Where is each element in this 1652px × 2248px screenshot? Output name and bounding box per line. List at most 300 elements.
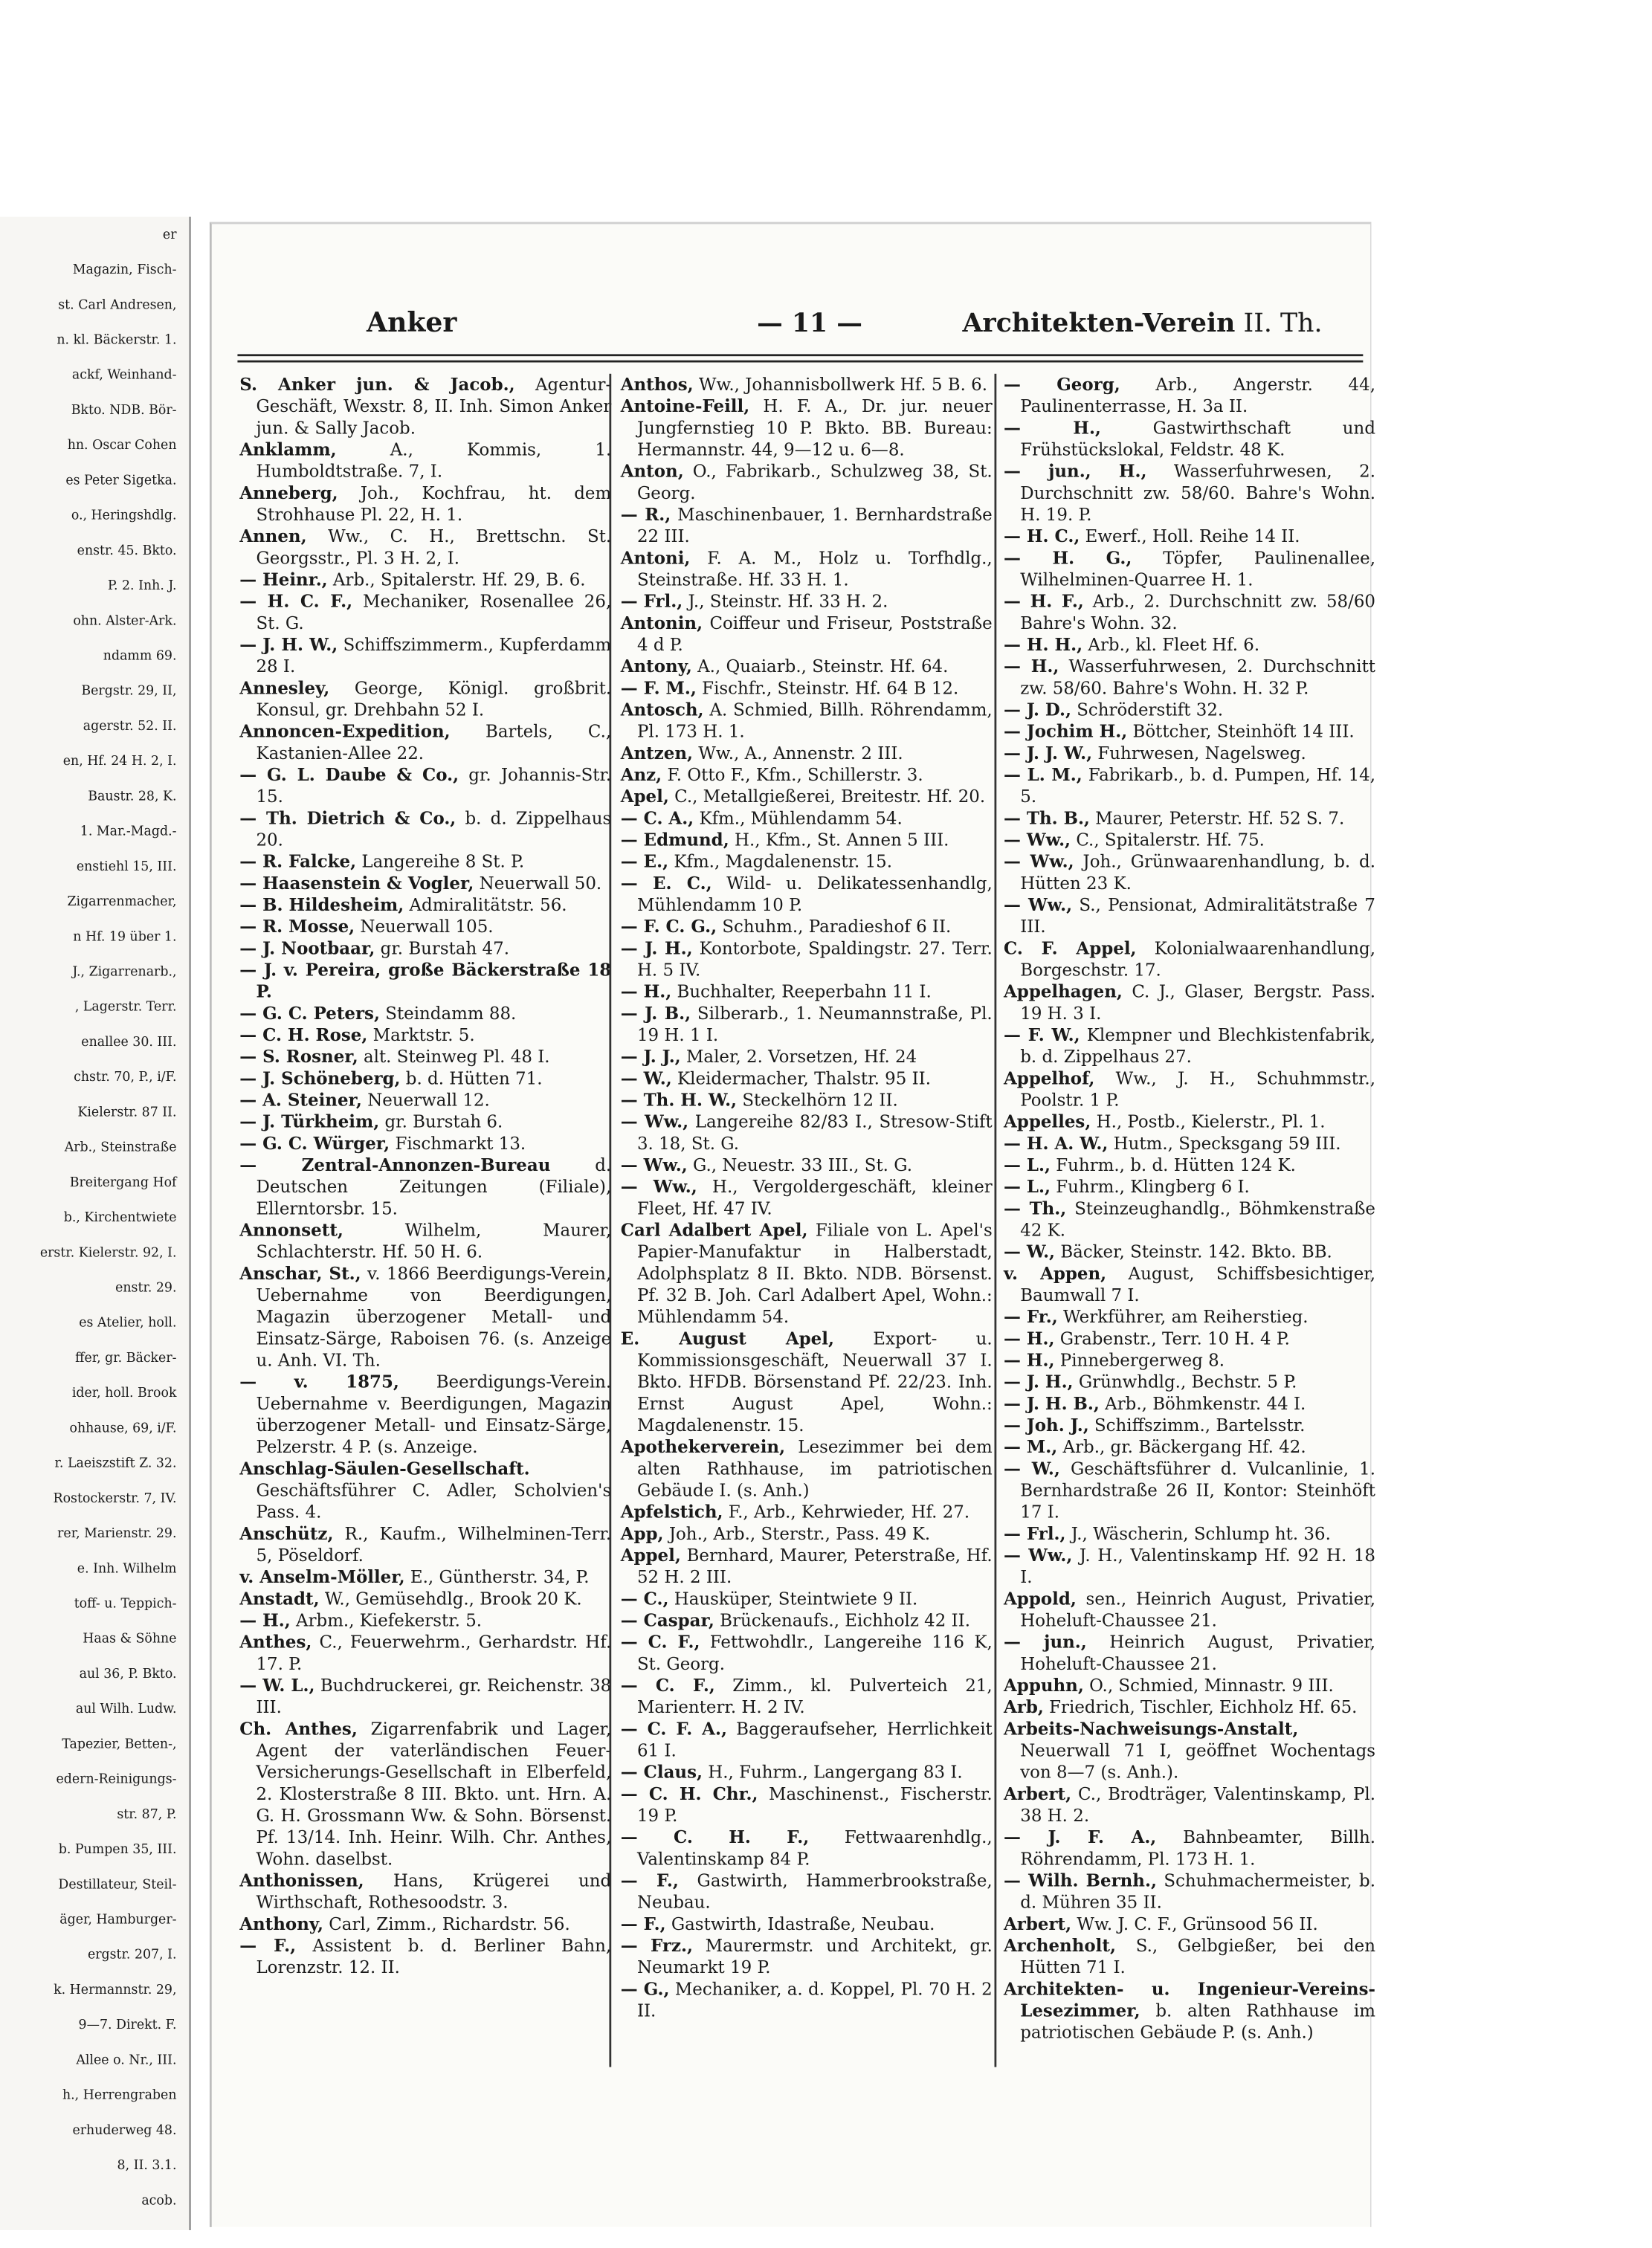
directory-entry <box>621 1609 993 1631</box>
directory-entry <box>239 764 611 807</box>
left-page-line: h., Herrengraben <box>62 2086 177 2102</box>
directory-entry <box>239 1003 611 1024</box>
left-page-line: 9—7. Direkt. F. <box>78 2016 177 2032</box>
left-page-line: str. 87, P. <box>117 1806 177 1822</box>
entry-headword: — J. H. B., <box>1004 1394 1100 1414</box>
entry-text: Fettwaarenhdlg., Valentinskamp 84 P. <box>636 1827 993 1869</box>
entry-text: Langereihe 82/83 I., Stresow-Stift 3. 18, St. G. <box>636 1111 993 1154</box>
entry-headword: — G., <box>620 1979 670 1999</box>
entry-headword: — J. H., <box>1004 1372 1074 1392</box>
left-page-line: edern-Reinigungs- <box>56 1770 177 1786</box>
directory-entry <box>621 1913 993 1935</box>
directory-entry <box>621 1718 993 1761</box>
left-page-fragment <box>0 217 191 2230</box>
entry-headword: — Ww., <box>1004 851 1074 872</box>
header-right-word: Architekten-Verein <box>962 307 1236 338</box>
entry-text: George, Königl. großbrit. Konsul, gr. Drehbahn 52 I. <box>256 678 612 720</box>
entry-headword: App, <box>620 1524 664 1544</box>
left-page-line: äger, Hamburger- <box>59 1911 177 1927</box>
directory-entry <box>239 916 611 937</box>
entry-text: gr. Burstah 47. <box>375 938 510 958</box>
entry-text: sen., Heinrich August, Privatier, Hoheluft-Chaussee 21. <box>1020 1589 1376 1631</box>
entry-headword: — Frl., <box>1004 1524 1066 1544</box>
entry-headword: — Heinr., <box>239 569 328 590</box>
entry-text: H., Postb., Kielerstr., Pl. 1. <box>1091 1111 1326 1132</box>
entry-text: Wasserfuhrwesen, 2. Durchschnitt zw. 58/60. Bahre's Wohn. H. 32 P. <box>1020 656 1376 698</box>
entry-text: Hutm., Specksgang 59 III. <box>1108 1134 1341 1154</box>
directory-entry <box>239 1458 611 1523</box>
entry-headword: v. Anselm-Möller, <box>239 1567 405 1587</box>
entry-text: Töpfer, Paulinenallee, Wilhelminen-Quarree H. 1. <box>1020 548 1376 590</box>
left-page-line: enstiehl 15, III. <box>76 858 177 874</box>
directory-entry <box>239 1609 611 1631</box>
entry-text: Kleidermacher, Thalstr. 95 II. <box>671 1068 931 1088</box>
entry-text: Brückenaufs., Eichholz 42 II. <box>714 1610 971 1631</box>
entry-text: Schuhmachermeister, b. d. Mühren 35 II. <box>1020 1870 1376 1913</box>
directory-entry <box>1004 1783 1375 1826</box>
left-page-line: , Lagerstr. Terr. <box>74 998 177 1014</box>
directory-entry <box>621 1176 993 1219</box>
left-page-line: Breitergang Hof <box>69 1174 177 1190</box>
entry-headword: — H., <box>1004 656 1059 676</box>
entry-headword: — B. Hildesheim, <box>239 895 404 915</box>
entry-headword: — H. F., <box>1004 591 1084 612</box>
left-page-line: r. Laeiszstift Z. 32. <box>54 1454 177 1470</box>
entry-headword: — W., <box>1004 1241 1056 1262</box>
directory-entry <box>239 590 611 633</box>
directory-entry <box>239 1219 611 1262</box>
entry-text: Fabrikarb., b. d. Pumpen, Hf. 14, 5. <box>1020 765 1376 807</box>
entry-headword: Apel, <box>620 787 669 807</box>
directory-entry <box>621 590 993 612</box>
directory-entry <box>1004 1545 1375 1588</box>
entry-headword: Antony, <box>620 656 692 676</box>
entry-text: J. H., Valentinskamp Hf. 92 H. 18 I. <box>1020 1546 1376 1587</box>
entry-text: Fettwohdlr., Langereihe 116 K, St. Georg. <box>636 1632 993 1674</box>
entry-headword: — S. Rosner, <box>239 1047 358 1067</box>
left-page-line: chstr. 70, P., i/F. <box>74 1068 177 1085</box>
directory-entry <box>1004 1024 1375 1068</box>
left-page-line: n. kl. Bäckerstr. 1. <box>57 331 177 347</box>
entry-headword: — E. C., <box>620 873 712 894</box>
directory-entry <box>1004 764 1375 807</box>
left-page-line: Baustr. 28, K. <box>88 787 177 804</box>
directory-entry <box>239 1046 611 1068</box>
entry-headword: Ch. Anthes, <box>239 1719 358 1739</box>
directory-entry <box>1004 720 1375 742</box>
entry-headword: Anschütz, <box>239 1524 334 1544</box>
directory-entry <box>1004 656 1375 699</box>
left-page-line: es Peter Sigetka. <box>65 471 177 488</box>
directory-entry <box>239 1111 611 1132</box>
left-page-line: ffer, gr. Bäcker- <box>75 1349 177 1366</box>
left-page-line: ackf, Weinhand- <box>71 366 177 382</box>
directory-entry <box>239 1631 611 1674</box>
directory-entry <box>239 1089 611 1111</box>
entry-headword: — J. v. Pereira, große Bäckerstraße 18 P. <box>239 960 612 1002</box>
directory-entry <box>621 829 993 850</box>
header-right-catchword <box>962 308 1322 337</box>
entry-text: Filiale von L. Apel's Papier-Manufaktur in Halberstadt, Adolphsplatz 8 II. Bkto. NDB. Börsenst. Pf. 32 B. Joh. Carl Adalbert Apel, Wohn.: Mühlendamm 54. <box>636 1220 993 1327</box>
entry-headword: Appelhagen, <box>1004 981 1123 1002</box>
entry-headword: — L. M., <box>1004 765 1082 785</box>
entry-headword: Antzen, <box>620 743 693 763</box>
directory-entry <box>1004 807 1375 829</box>
entry-text: Coiffeur und Friseur, Poststraße 4 d P. <box>636 613 993 655</box>
entry-headword: Anz, <box>620 765 662 785</box>
directory-entry <box>1004 547 1375 590</box>
directory-entry <box>239 1935 611 1978</box>
left-page-line: n Hf. 19 über 1. <box>73 928 177 944</box>
entry-text: Hans, Krügerei und Wirthschaft, Rothesoodstr. 3. <box>256 1870 612 1913</box>
left-page-line: k. Hermannstr. 29, <box>54 1981 177 1997</box>
entry-text: Joh., Kochfrau, ht. dem Strohhause Pl. 22, H. 1. <box>256 483 612 525</box>
entry-text: Neuerwall 71 I, geöffnet Wochentags von 8—7 (s. Anh.). <box>1020 1740 1376 1783</box>
entry-headword: v. Appen, <box>1004 1264 1107 1284</box>
entry-headword: — Ww., <box>1004 1546 1073 1566</box>
directory-entry <box>239 1566 611 1588</box>
left-page-line: Tapezier, Betten-, <box>62 1735 177 1751</box>
entry-headword: — Th., <box>1004 1198 1067 1218</box>
entry-headword: Apothekerverein, <box>620 1437 786 1457</box>
entry-headword: Anthony, <box>239 1914 323 1934</box>
header-left-catchword: Anker <box>367 307 457 339</box>
entry-text: Friedrich, Tischler, Eichholz Hf. 65. <box>1043 1697 1358 1717</box>
left-page-line: er <box>162 226 177 242</box>
directory-entry <box>1004 1349 1375 1371</box>
entry-headword: Annonsett, <box>239 1220 343 1241</box>
directory-entry <box>1004 743 1375 764</box>
entry-text: Neuerwall 105. <box>355 917 494 937</box>
entry-text: Hausküper, Steintwiete 9 II. <box>668 1589 918 1609</box>
directory-entry <box>621 916 993 937</box>
entry-headword: — H. A. W., <box>1004 1134 1109 1154</box>
directory-entry <box>621 547 993 590</box>
entry-headword: — Ww., <box>1004 895 1073 915</box>
entry-text: Ww., Johannisbollwerk Hf. 5 B. 6. <box>693 375 988 395</box>
entry-text: Beerdigungs-Verein. Uebernahme v. Beerdigungen, Magazin überzogener Metall- und Einsatz-Särge, Pelzerstr. 4 P. (s. Anzeige. <box>256 1372 612 1457</box>
entry-text: Steindamm 88. <box>379 1004 517 1024</box>
left-page-line: b. Pumpen 35, III. <box>58 1841 177 1857</box>
entry-text: O., Fabrikarb., Schulzweg 38, St. Georg. <box>636 461 993 503</box>
entry-text: H., Kfm., St. Annen 5 III. <box>729 830 949 850</box>
entry-text: Agentur-Geschäft, Wexstr. 8, II. Inh. Simon Anker jun. & Sally Jacob. <box>256 375 612 438</box>
entry-headword: Apfelstich, <box>620 1502 723 1522</box>
entry-headword: — C. A., <box>620 808 694 828</box>
entry-headword: Anstadt, <box>239 1589 320 1609</box>
directory-entry <box>621 873 993 916</box>
directory-entry <box>1004 1523 1375 1545</box>
entry-text: Wild- u. Delikatessenhandlg, Mühlendamm 10 P. <box>636 873 993 915</box>
entry-text: Arb., Böhmkenstr. 44 I. <box>1099 1394 1306 1414</box>
entry-text: R., Kaufm., Wilhelminen-Terr. 5, Pöseldorf. <box>256 1524 612 1566</box>
entry-headword: — F. W., <box>1004 1025 1080 1045</box>
entry-text: Arb., Angerstr. 44, Paulinenterrasse, H. 3a II. <box>1020 375 1375 416</box>
entry-text: Ww., J. H., Schuhmmstr., Poolstr. 1 P. <box>1020 1068 1376 1111</box>
entry-headword: — C. H. F., <box>620 1827 810 1847</box>
entry-text: Assistent b. d. Berliner Bahn, Lorenzstr. 12. II. <box>256 1936 612 1977</box>
directory-entry <box>1004 1458 1375 1523</box>
entry-headword: — jun., <box>1004 1632 1087 1653</box>
entry-text: d. Deutschen Zeitungen (Filiale), Ellerntorsbr. 15. <box>256 1155 612 1218</box>
directory-entry <box>239 1263 611 1372</box>
directory-entry <box>1004 981 1375 1024</box>
entry-headword: — Frl., <box>620 591 683 612</box>
entry-text: J., Steinstr. Hf. 33 H. 2. <box>683 591 888 612</box>
directory-entry <box>621 677 993 699</box>
directory-entry <box>1004 829 1375 850</box>
directory-entry <box>621 1545 993 1588</box>
entry-text: Fuhrwesen, Nagelsweg. <box>1092 743 1306 763</box>
directory-entry <box>239 482 611 526</box>
left-page-line: Kielerstr. 87 II. <box>77 1103 177 1120</box>
left-page-line: Arb., Steinstraße <box>64 1138 177 1154</box>
entry-headword: Antoine-Feill, <box>620 396 750 416</box>
directory-entry <box>621 786 993 807</box>
entry-headword: — F., <box>239 1936 297 1956</box>
directory-entry <box>621 1046 993 1068</box>
directory-entry <box>239 894 611 916</box>
entry-headword: — J. H. W., <box>239 635 338 655</box>
entry-headword: — H. H., <box>1004 635 1083 655</box>
left-page-line: Bergstr. 29, II, <box>81 682 177 698</box>
directory-entry <box>1004 937 1375 981</box>
entry-headword: — E., <box>620 851 669 872</box>
entry-text: Werkführer, am Reiherstieg. <box>1057 1307 1309 1327</box>
directory-entry <box>1004 1675 1375 1696</box>
directory-entry <box>239 1588 611 1609</box>
entry-text: Schiffszimmerm., Kupferdamm 28 I. <box>256 635 612 676</box>
entry-text: Langereihe 8 St. P. <box>356 851 525 872</box>
entry-headword: — Caspar, <box>620 1610 714 1631</box>
directory-entry <box>621 1068 993 1089</box>
entry-headword: — Joh. J., <box>1004 1415 1089 1435</box>
entry-text: S., Pensionat, Admiralitätstraße 7 III. <box>1020 895 1376 937</box>
directory-entry <box>1004 1436 1375 1458</box>
directory-entry <box>239 1718 611 1870</box>
directory-entry <box>239 1675 611 1718</box>
entry-text: Ww. J. C. F., Grünsood 56 II. <box>1071 1914 1318 1934</box>
directory-entry <box>1004 1631 1375 1674</box>
entry-headword: — F. M., <box>620 678 697 698</box>
directory-entry <box>239 1913 611 1935</box>
directory-entry <box>621 743 993 764</box>
entry-headword: Appelles, <box>1004 1111 1091 1132</box>
book-gutter <box>191 207 212 2230</box>
entry-headword: Antonin, <box>620 613 703 633</box>
entry-headword: — v. 1875, <box>239 1372 399 1392</box>
entry-headword: — Zentral-Annonzen-Bureau <box>239 1155 551 1175</box>
entry-text: Baggeraufseher, Herrlichkeit 61 I. <box>636 1719 993 1761</box>
directory-entry <box>239 873 611 894</box>
entry-headword: — H., <box>1004 1328 1055 1349</box>
directory-entry <box>1004 1371 1375 1392</box>
entry-text: H. F. A., Dr. jur. neuer Jungfernstieg 10 P. Bkto. BB. Bureau: Hermannstr. 44, 9—12 u. 6—8. <box>636 396 993 460</box>
entry-text: Wilhelm, Maurer, Schlachterstr. Hf. 50 H. 6. <box>256 1220 612 1262</box>
directory-entry <box>239 850 611 872</box>
entry-headword: — R. Mosse, <box>239 917 355 937</box>
directory-entry <box>621 981 993 1002</box>
entry-text: Kfm., Magdalenenstr. 15. <box>668 851 893 872</box>
left-page-line: Rostockerstr. 7, IV. <box>53 1490 177 1506</box>
entry-text: Maler, 2. Vorsetzen, Hf. 24 <box>680 1047 917 1067</box>
entry-headword: — C. F., <box>620 1676 715 1696</box>
left-page-line: Magazin, Fisch- <box>72 261 177 277</box>
directory-entry <box>239 374 611 439</box>
entry-headword: — F. C. G., <box>620 917 717 937</box>
entry-text: Marktstr. 5. <box>367 1025 475 1045</box>
entry-headword: — J. F. A., <box>1004 1827 1157 1847</box>
entry-headword: — J. H., <box>620 938 693 958</box>
entry-text: Fuhrm., Klingberg 6 I. <box>1050 1177 1250 1197</box>
directory-entry <box>621 1154 993 1176</box>
entry-headword: — H., <box>620 981 672 1002</box>
entry-headword: — R. Falcke, <box>239 851 357 872</box>
directory-entry <box>239 677 611 720</box>
left-page-line: erstr. Kielerstr. 92, I. <box>39 1244 177 1260</box>
entry-text: Fischmarkt 13. <box>390 1134 526 1154</box>
left-page-line: b., Kirchentwiete <box>63 1209 177 1225</box>
directory-entry <box>1004 1718 1375 1783</box>
column-3 <box>1004 374 1375 2067</box>
directory-entry <box>1004 1133 1375 1154</box>
entry-text: Steckelhörn 12 II. <box>737 1090 898 1111</box>
left-page-line: rer, Marienstr. 29. <box>57 1525 177 1541</box>
left-page-line: erhuderweg 48. <box>72 2122 177 2138</box>
entry-headword: — H., <box>239 1610 291 1631</box>
directory-entry <box>1004 1913 1375 1935</box>
entry-headword: Annoncen-Expedition, <box>239 721 451 742</box>
entry-headword: — Fr., <box>1004 1307 1058 1327</box>
entry-headword: — Georg, <box>1004 375 1120 395</box>
entry-headword: — J. J., <box>620 1047 681 1067</box>
entry-text: Carl, Zimm., Richardstr. 56. <box>323 1914 570 1934</box>
left-page-line: aul 36, P. Bkto. <box>79 1665 177 1682</box>
entry-text: Mechaniker, Rosenallee 26, St. G. <box>256 591 612 633</box>
entry-headword: — H. C., <box>1004 526 1080 546</box>
directory-entry <box>1004 1068 1375 1111</box>
entry-text: b. d. Hütten 71. <box>400 1068 543 1088</box>
entry-headword: Anklamm, <box>239 439 337 460</box>
entry-headword: — Th. Dietrich & Co., <box>239 808 456 828</box>
entry-text: S., Gelbgießer, bei den Hütten 71 I. <box>1020 1936 1376 1977</box>
entry-headword: — C. F. A., <box>620 1719 727 1739</box>
entry-headword: — Haasenstein & Vogler, <box>239 873 474 894</box>
entry-text: A., Kommis, 1. Humboldtstraße. 7, I. <box>256 439 612 482</box>
entry-headword: — W., <box>620 1068 672 1088</box>
entry-text: Arbm., Kiefekerstr. 5. <box>290 1610 483 1631</box>
left-page-line: agerstr. 52. II. <box>83 717 177 734</box>
entry-headword: — F., <box>620 1914 666 1934</box>
entry-headword: — A. Steiner, <box>239 1090 362 1111</box>
directory-entry <box>621 1631 993 1674</box>
entry-headword: — Ww., <box>620 1111 689 1132</box>
entry-text: alt. Steinweg Pl. 48 I. <box>358 1047 550 1067</box>
entry-headword: — C., <box>620 1589 669 1609</box>
left-page-line: Allee o. Nr., III. <box>76 2051 177 2067</box>
directory-entry <box>239 807 611 850</box>
directory-entry <box>239 959 611 1002</box>
entry-text: August, Schiffsbesichtiger, Baumwall 7 I. <box>1020 1264 1376 1305</box>
column-divider <box>609 374 611 2067</box>
entry-text: Klempner und Blechkistenfabrik, b. d. Zippelhaus 27. <box>1020 1025 1376 1067</box>
entry-headword: Anschlag-Säulen-Gesellschaft. <box>239 1459 530 1479</box>
entry-headword: Annen, <box>239 526 307 546</box>
directory-entry <box>239 720 611 763</box>
left-page-line: P. 2. Inh. J. <box>107 577 177 593</box>
entry-text: Ww., A., Annenstr. 2 III. <box>692 743 903 763</box>
directory-entry <box>621 1675 993 1718</box>
entry-text: Kolonialwaarenhandlung, Borgeschstr. 17. <box>1020 938 1376 981</box>
entry-text: Zigarrenfabrik und Lager, Agent der vaterländischen Feuer-Versicherungs-Gesellschaft in Elberfeld, 2. Klosterstraße 8 III. Bkto. unt. Hrn. A. G. H. Grossmann Ww. & Sohn. Börsenst. Pf. 13/14. Inh. Heinr. Wilh. Chr. Anthes, Wohn. daselbst. <box>256 1719 612 1869</box>
entry-headword: Anneberg, <box>239 483 338 503</box>
directory-entry <box>621 374 993 395</box>
directory-entry <box>239 1523 611 1566</box>
entry-headword: — C. H. Chr., <box>620 1784 758 1804</box>
left-page-line: 8, II. 3.1. <box>117 2157 177 2173</box>
entry-text: b. alten Rathhause im patriotischen Gebäude P. (s. Anh.) <box>1020 2000 1376 2043</box>
entry-headword: — R., <box>620 505 671 525</box>
directory-entry <box>621 1219 993 1328</box>
entry-text: Neuerwall 50. <box>474 873 602 894</box>
entry-text: J., Wäscherin, Schlump ht. 36. <box>1065 1524 1331 1544</box>
directory-entry <box>1004 1978 1375 2044</box>
left-page-line: Destillateur, Steil- <box>58 1876 177 1892</box>
directory-entry <box>621 1783 993 1826</box>
entry-text: Kontorbote, Spaldingstr. 27. Terr. H. 5 IV. <box>636 938 993 981</box>
directory-entry <box>239 1154 611 1220</box>
directory-entry <box>621 1436 993 1502</box>
entry-text: Bartels, C., Kastanien-Allee 22. <box>256 721 612 763</box>
directory-entry <box>1004 1154 1375 1176</box>
entry-headword: Anthes, <box>239 1632 312 1653</box>
entry-headword: — W. L., <box>239 1676 315 1696</box>
entry-text: C., Brodträger, Valentinskamp, Pl. 38 H. 2. <box>1020 1784 1376 1826</box>
page-number: — 11 — <box>757 307 863 338</box>
directory-entry <box>239 439 611 482</box>
entry-text: Silberarb., 1. Neumannstraße, Pl. 19 H. 1 I. <box>636 1004 993 1045</box>
entry-headword: — Ww., <box>620 1177 697 1197</box>
entry-text: Admiralitätstr. 56. <box>404 895 567 915</box>
column-1 <box>239 374 611 2067</box>
entry-headword: Appuhn, <box>1004 1676 1084 1696</box>
entry-text: Steinzeughandlg., Böhmkenstraße 42 K. <box>1020 1198 1376 1241</box>
entry-headword: S. Anker jun. & Jacob., <box>239 375 515 395</box>
directory-entry <box>1004 1935 1375 1978</box>
directory-entry <box>1004 1306 1375 1328</box>
entry-headword: Antoni, <box>620 548 691 568</box>
directory-entry <box>621 937 993 981</box>
column-2 <box>621 374 993 2067</box>
section-label: II. Th. <box>1243 307 1323 338</box>
entry-text: Heinrich August, Privatier, Hoheluft-Chaussee 21. <box>1020 1632 1376 1674</box>
directory-entry <box>1004 1241 1375 1262</box>
entry-text: Geschäftsführer d. Vulcanlinie, 1. Bernhardstraße 26 II, Kontor: Steinhöft 17 I. <box>1020 1459 1376 1522</box>
entry-text: Maschinenst., Fischerstr. 19 P. <box>636 1784 993 1826</box>
left-page-line: ohn. Alster-Ark. <box>73 612 177 628</box>
entry-text: Maurermstr. und Architekt, gr. Neumarkt 19 P. <box>636 1936 993 1977</box>
directory-entry <box>621 1588 993 1609</box>
directory-entry <box>621 1111 993 1154</box>
entry-headword: Appold, <box>1004 1589 1077 1609</box>
directory-entry <box>1004 894 1375 937</box>
left-page-line: o., Heringshdlg. <box>71 506 177 523</box>
entry-headword: — Th. B., <box>1004 808 1090 828</box>
directory-entry <box>621 613 993 656</box>
entry-text: Gastwirth, Hammerbrookstraße, Neubau. <box>636 1870 993 1913</box>
entry-headword: Anthonissen, <box>239 1870 364 1891</box>
entry-headword: — C. F., <box>620 1632 700 1653</box>
